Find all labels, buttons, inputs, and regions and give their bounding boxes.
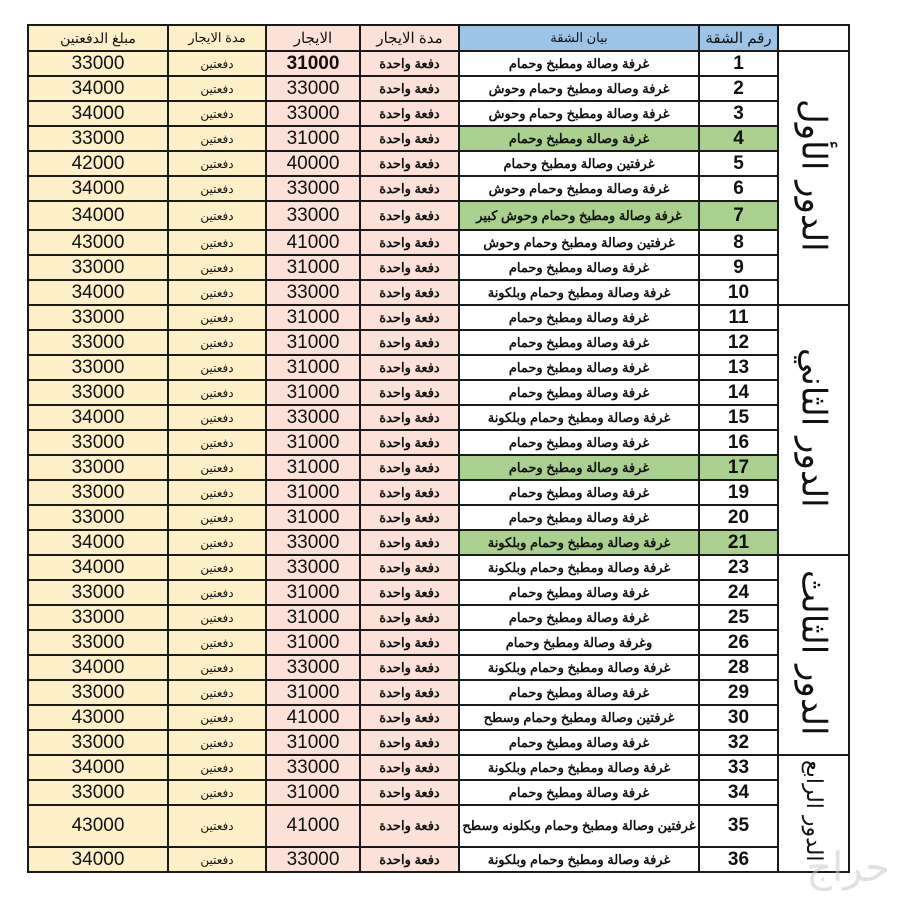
duration-two-cell: دفعتين — [168, 201, 266, 230]
header-duration-single: مدة الايجار — [360, 25, 459, 51]
unit-number-cell: 26 — [699, 630, 778, 655]
rental-price-table — [27, 24, 850, 873]
floor-label: الدور الأول — [793, 99, 834, 252]
two-payments-amount-cell: 33000 — [28, 455, 168, 480]
duration-two-cell: دفعتين — [168, 76, 266, 101]
unit-number-cell: 10 — [699, 280, 778, 305]
description-cell: غرفة وصالة ومطبخ وحمام وحوش — [459, 101, 699, 126]
floor-label-cell — [778, 51, 849, 305]
rent-cell: 33000 — [266, 101, 360, 126]
rent-cell: 41000 — [266, 705, 360, 730]
duration-two-cell: دفعتين — [168, 51, 266, 76]
description-cell: غرفة وصالة ومطبخ وحمام — [459, 126, 699, 151]
duration-single-cell: دفعة واحدة — [360, 76, 459, 101]
duration-two-cell: دفعتين — [168, 655, 266, 680]
rent-cell: 33000 — [266, 176, 360, 201]
unit-number-cell: 13 — [699, 355, 778, 380]
duration-two-cell: دفعتين — [168, 126, 266, 151]
unit-number-cell: 20 — [699, 505, 778, 530]
rent-cell: 33000 — [266, 76, 360, 101]
description-cell: غرفة وصالة ومطبخ وحمام — [459, 455, 699, 480]
duration-two-cell: دفعتين — [168, 255, 266, 280]
two-payments-amount-cell: 34000 — [28, 847, 168, 872]
unit-number-cell: 11 — [699, 305, 778, 330]
rent-cell: 31000 — [266, 680, 360, 705]
description-cell: غرفة وصالة ومطبخ وحمام وبلكونة — [459, 405, 699, 430]
rent-cell: 33000 — [266, 530, 360, 555]
table-row — [28, 580, 849, 605]
table-row — [28, 630, 849, 655]
rent-cell: 33000 — [266, 405, 360, 430]
description-cell: غرفة وصالة ومطبخ وحمام — [459, 380, 699, 405]
two-payments-amount-cell: 33000 — [28, 255, 168, 280]
two-payments-amount-cell: 33000 — [28, 630, 168, 655]
table-row — [28, 455, 849, 480]
description-cell: غرفة وصالة ومطبخ وحمام — [459, 680, 699, 705]
duration-two-cell: دفعتين — [168, 101, 266, 126]
header-floor-blank — [778, 25, 849, 51]
duration-single-cell: دفعة واحدة — [360, 605, 459, 630]
rent-cell: 33000 — [266, 201, 360, 230]
table-row — [28, 805, 849, 847]
duration-single-cell: دفعة واحدة — [360, 755, 459, 780]
two-payments-amount-cell: 33000 — [28, 605, 168, 630]
rent-cell: 31000 — [266, 630, 360, 655]
table-row — [28, 230, 849, 255]
description-cell: غرفة وصالة ومطبخ وحمام — [459, 330, 699, 355]
unit-number-cell: 32 — [699, 730, 778, 755]
table-row — [28, 655, 849, 680]
two-payments-amount-cell: 34000 — [28, 755, 168, 780]
duration-single-cell: دفعة واحدة — [360, 580, 459, 605]
table-row — [28, 480, 849, 505]
table-row — [28, 355, 849, 380]
unit-number-cell: 17 — [699, 455, 778, 480]
two-payments-amount-cell: 34000 — [28, 405, 168, 430]
duration-two-cell: دفعتين — [168, 430, 266, 455]
description-cell: غرفة وصالة ومطبخ وحمام وبلكونة — [459, 655, 699, 680]
two-payments-amount-cell: 33000 — [28, 580, 168, 605]
rent-cell: 31000 — [266, 380, 360, 405]
description-cell: غرفة وصالة ومطبخ وحمام — [459, 430, 699, 455]
duration-single-cell: دفعة واحدة — [360, 405, 459, 430]
unit-number-cell: 19 — [699, 480, 778, 505]
duration-single-cell: دفعة واحدة — [360, 455, 459, 480]
unit-number-cell: 35 — [699, 805, 778, 847]
header-description: بيان الشقة — [459, 25, 699, 51]
unit-number-cell: 5 — [699, 151, 778, 176]
rent-cell: 41000 — [266, 805, 360, 847]
unit-number-cell: 16 — [699, 430, 778, 455]
header-two-payments-amount: مبلغ الدفعتين — [28, 25, 168, 51]
duration-two-cell: دفعتين — [168, 480, 266, 505]
description-cell: غرفة وصالة ومطبخ وحمام — [459, 305, 699, 330]
description-cell: غرفة وصالة ومطبخ وحمام — [459, 780, 699, 805]
table-row — [28, 430, 849, 455]
floor-label-cell — [778, 555, 849, 755]
description-cell: غرفتين وصالة ومطبخ وحمام وسطح — [459, 705, 699, 730]
floor-label: الدور الرابع — [801, 760, 826, 862]
header-rent: الايجار — [266, 25, 360, 51]
description-cell: غرفتين وصالة ومطبخ وحمام وحوش — [459, 230, 699, 255]
unit-number-cell: 30 — [699, 705, 778, 730]
duration-single-cell: دفعة واحدة — [360, 305, 459, 330]
unit-number-cell: 4 — [699, 126, 778, 151]
table-row — [28, 380, 849, 405]
two-payments-amount-cell: 34000 — [28, 555, 168, 580]
table-row — [28, 305, 849, 330]
duration-two-cell: دفعتين — [168, 780, 266, 805]
unit-number-cell: 25 — [699, 605, 778, 630]
unit-number-cell: 14 — [699, 380, 778, 405]
unit-number-cell: 7 — [699, 201, 778, 230]
two-payments-amount-cell: 42000 — [28, 151, 168, 176]
duration-two-cell: دفعتين — [168, 230, 266, 255]
duration-two-cell: دفعتين — [168, 355, 266, 380]
rent-cell: 31000 — [266, 605, 360, 630]
header-row — [28, 25, 849, 51]
duration-single-cell: دفعة واحدة — [360, 126, 459, 151]
table-row — [28, 101, 849, 126]
duration-two-cell: دفعتين — [168, 755, 266, 780]
rent-cell: 31000 — [266, 330, 360, 355]
duration-two-cell: دفعتين — [168, 305, 266, 330]
description-cell: وغرفة وصالة ومطبخ وحمام — [459, 630, 699, 655]
duration-single-cell: دفعة واحدة — [360, 730, 459, 755]
duration-single-cell: دفعة واحدة — [360, 201, 459, 230]
two-payments-amount-cell: 33000 — [28, 380, 168, 405]
duration-single-cell: دفعة واحدة — [360, 151, 459, 176]
table-row — [28, 255, 849, 280]
header-unit-number: رقم الشقة — [699, 25, 778, 51]
duration-two-cell: دفعتين — [168, 730, 266, 755]
description-cell: غرفة وصالة ومطبخ وحمام — [459, 580, 699, 605]
unit-number-cell: 3 — [699, 101, 778, 126]
unit-number-cell: 24 — [699, 580, 778, 605]
two-payments-amount-cell: 33000 — [28, 430, 168, 455]
two-payments-amount-cell: 33000 — [28, 330, 168, 355]
rent-cell: 31000 — [266, 255, 360, 280]
duration-single-cell: دفعة واحدة — [360, 705, 459, 730]
table-row — [28, 755, 849, 780]
duration-two-cell: دفعتين — [168, 705, 266, 730]
rent-cell: 33000 — [266, 655, 360, 680]
description-cell: غرفة وصالة ومطبخ وحمام وحوش كبير — [459, 201, 699, 230]
description-cell: غرفة وصالة ومطبخ وحمام — [459, 605, 699, 630]
description-cell: غرفة وصالة ومطبخ وحمام وبلكونة — [459, 847, 699, 872]
table-row — [28, 176, 849, 201]
rent-cell: 31000 — [266, 455, 360, 480]
rent-cell: 31000 — [266, 430, 360, 455]
two-payments-amount-cell: 33000 — [28, 355, 168, 380]
duration-single-cell: دفعة واحدة — [360, 51, 459, 76]
description-cell: غرفة وصالة ومطبخ وحمام وحوش — [459, 76, 699, 101]
rent-cell: 31000 — [266, 505, 360, 530]
table-row — [28, 605, 849, 630]
floor-label: الدور الثالث — [793, 569, 834, 736]
duration-single-cell: دفعة واحدة — [360, 480, 459, 505]
two-payments-amount-cell: 33000 — [28, 126, 168, 151]
duration-single-cell: دفعة واحدة — [360, 101, 459, 126]
duration-two-cell: دفعتين — [168, 680, 266, 705]
table-row — [28, 780, 849, 805]
table-row — [28, 505, 849, 530]
duration-two-cell: دفعتين — [168, 455, 266, 480]
two-payments-amount-cell: 34000 — [28, 101, 168, 126]
two-payments-amount-cell: 33000 — [28, 730, 168, 755]
table-row — [28, 405, 849, 430]
duration-two-cell: دفعتين — [168, 605, 266, 630]
two-payments-amount-cell: 43000 — [28, 230, 168, 255]
duration-single-cell: دفعة واحدة — [360, 780, 459, 805]
rent-cell: 31000 — [266, 126, 360, 151]
description-cell: غرفة وصالة ومطبخ وحمام — [459, 355, 699, 380]
two-payments-amount-cell: 43000 — [28, 805, 168, 847]
duration-single-cell: دفعة واحدة — [360, 630, 459, 655]
duration-single-cell: دفعة واحدة — [360, 680, 459, 705]
two-payments-amount-cell: 33000 — [28, 305, 168, 330]
two-payments-amount-cell: 34000 — [28, 176, 168, 201]
duration-single-cell: دفعة واحدة — [360, 176, 459, 201]
rent-cell: 41000 — [266, 230, 360, 255]
table-row — [28, 847, 849, 872]
two-payments-amount-cell: 43000 — [28, 705, 168, 730]
unit-number-cell: 21 — [699, 530, 778, 555]
two-payments-amount-cell: 33000 — [28, 680, 168, 705]
two-payments-amount-cell: 33000 — [28, 505, 168, 530]
table-row — [28, 730, 849, 755]
duration-single-cell: دفعة واحدة — [360, 330, 459, 355]
duration-single-cell: دفعة واحدة — [360, 430, 459, 455]
rent-cell: 40000 — [266, 151, 360, 176]
rent-cell: 33000 — [266, 755, 360, 780]
table-row — [28, 680, 849, 705]
unit-number-cell: 29 — [699, 680, 778, 705]
description-cell: غرفة وصالة ومطبخ وحمام وحوش — [459, 176, 699, 201]
rent-cell: 33000 — [266, 847, 360, 872]
duration-two-cell: دفعتين — [168, 380, 266, 405]
duration-single-cell: دفعة واحدة — [360, 355, 459, 380]
unit-number-cell: 15 — [699, 405, 778, 430]
duration-two-cell: دفعتين — [168, 405, 266, 430]
description-cell: غرفتين وصالة ومطبخ وحمام وبكلونه وسطح — [459, 805, 699, 847]
table-row — [28, 330, 849, 355]
table-row — [28, 555, 849, 580]
two-payments-amount-cell: 34000 — [28, 201, 168, 230]
unit-number-cell: 23 — [699, 555, 778, 580]
rent-cell: 31000 — [266, 480, 360, 505]
two-payments-amount-cell: 34000 — [28, 76, 168, 101]
unit-number-cell: 12 — [699, 330, 778, 355]
duration-single-cell: دفعة واحدة — [360, 805, 459, 847]
duration-two-cell: دفعتين — [168, 151, 266, 176]
table-row — [28, 705, 849, 730]
unit-number-cell: 6 — [699, 176, 778, 201]
unit-number-cell: 2 — [699, 76, 778, 101]
unit-number-cell: 9 — [699, 255, 778, 280]
duration-two-cell: دفعتين — [168, 630, 266, 655]
two-payments-amount-cell: 34000 — [28, 655, 168, 680]
duration-two-cell: دفعتين — [168, 530, 266, 555]
duration-single-cell: دفعة واحدة — [360, 847, 459, 872]
description-cell: غرفة وصالة ومطبخ وحمام وبلكونة — [459, 555, 699, 580]
duration-two-cell: دفعتين — [168, 280, 266, 305]
rent-cell: 31000 — [266, 730, 360, 755]
duration-two-cell: دفعتين — [168, 330, 266, 355]
duration-two-cell: دفعتين — [168, 555, 266, 580]
two-payments-amount-cell: 34000 — [28, 530, 168, 555]
rent-cell: 33000 — [266, 280, 360, 305]
table-row — [28, 151, 849, 176]
rent-cell: 33000 — [266, 555, 360, 580]
description-cell: غرفة وصالة ومطبخ وحمام — [459, 505, 699, 530]
duration-single-cell: دفعة واحدة — [360, 230, 459, 255]
table-row — [28, 126, 849, 151]
description-cell: غرفتين وصالة ومطبخ وحمام — [459, 151, 699, 176]
duration-two-cell: دفعتين — [168, 805, 266, 847]
unit-number-cell: 33 — [699, 755, 778, 780]
rent-cell: 31000 — [266, 780, 360, 805]
floor-label-cell — [778, 305, 849, 555]
two-payments-amount-cell: 33000 — [28, 51, 168, 76]
two-payments-amount-cell: 33000 — [28, 780, 168, 805]
description-cell: غرفة وصالة ومطبخ وحمام وبلكونة — [459, 530, 699, 555]
duration-two-cell: دفعتين — [168, 505, 266, 530]
description-cell: غرفة وصالة ومطبخ وحمام وبلكونة — [459, 755, 699, 780]
description-cell: غرفة وصالة ومطبخ وحمام — [459, 255, 699, 280]
description-cell: غرفة وصالة ومطبخ وحمام — [459, 51, 699, 76]
floor-label: الدور الثاني — [793, 347, 834, 508]
unit-number-cell: 28 — [699, 655, 778, 680]
unit-number-cell: 8 — [699, 230, 778, 255]
duration-two-cell: دفعتين — [168, 847, 266, 872]
rent-cell: 31000 — [266, 51, 360, 76]
description-cell: غرفة وصالة ومطبخ وحمام وبلكونة — [459, 280, 699, 305]
unit-number-cell: 34 — [699, 780, 778, 805]
unit-number-cell: 36 — [699, 847, 778, 872]
description-cell: غرفة وصالة ومطبخ وحمام — [459, 730, 699, 755]
header-duration-two: مدة الايجار — [168, 25, 266, 51]
watermark-logo: حراج — [806, 845, 890, 891]
table-row — [28, 280, 849, 305]
duration-single-cell: دفعة واحدة — [360, 555, 459, 580]
duration-two-cell: دفعتين — [168, 176, 266, 201]
two-payments-amount-cell: 34000 — [28, 280, 168, 305]
floor-label-cell — [778, 755, 849, 872]
duration-single-cell: دفعة واحدة — [360, 655, 459, 680]
duration-single-cell: دفعة واحدة — [360, 255, 459, 280]
description-cell: غرفة وصالة ومطبخ وحمام — [459, 480, 699, 505]
duration-single-cell: دفعة واحدة — [360, 380, 459, 405]
duration-single-cell: دفعة واحدة — [360, 280, 459, 305]
table-row — [28, 530, 849, 555]
rent-cell: 31000 — [266, 305, 360, 330]
duration-single-cell: دفعة واحدة — [360, 505, 459, 530]
unit-number-cell: 1 — [699, 51, 778, 76]
two-payments-amount-cell: 33000 — [28, 480, 168, 505]
table-row — [28, 51, 849, 76]
table-row — [28, 76, 849, 101]
table-row — [28, 201, 849, 230]
rent-cell: 31000 — [266, 580, 360, 605]
duration-single-cell: دفعة واحدة — [360, 530, 459, 555]
duration-two-cell: دفعتين — [168, 580, 266, 605]
rent-cell: 31000 — [266, 355, 360, 380]
